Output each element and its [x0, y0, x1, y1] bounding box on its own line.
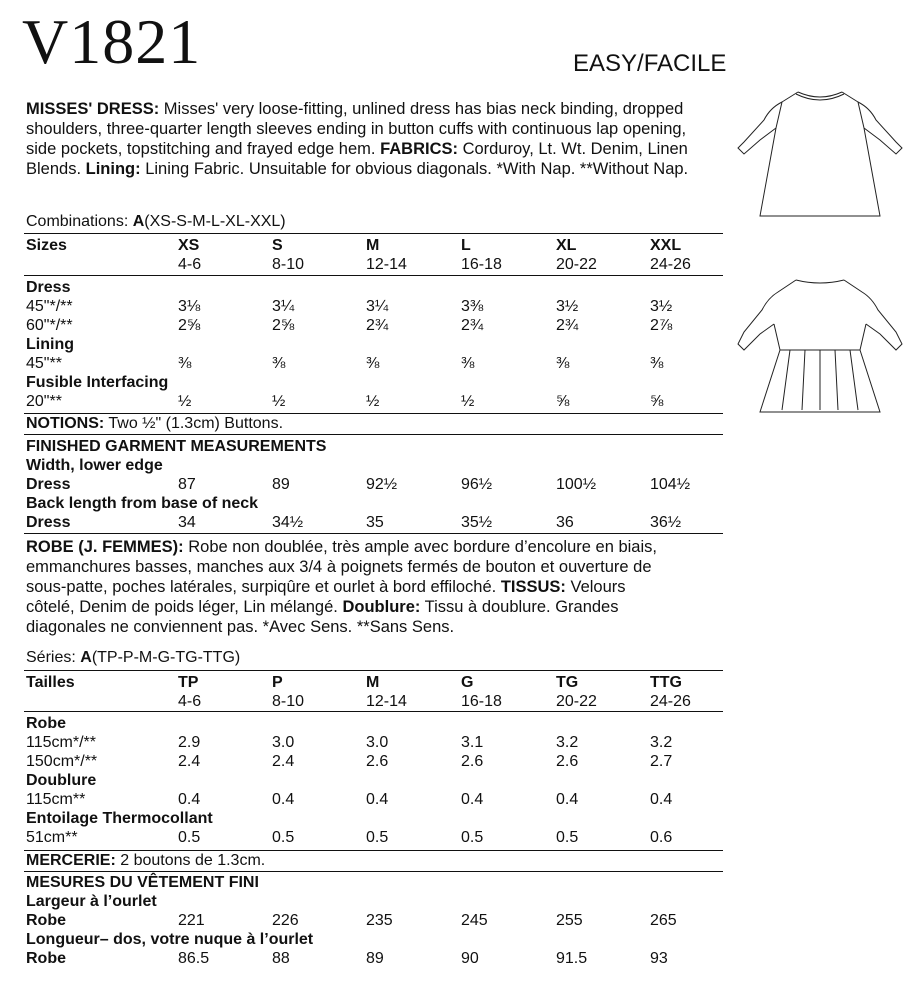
size-code: S [272, 237, 283, 254]
yardage-value: 3.2 [556, 734, 579, 751]
combinations-letter: A [80, 649, 92, 666]
yardage-value: ½ [366, 393, 380, 410]
description-text: Lining Fabric. Unsuitable for obvious diagonals. *With Nap. **Without Nap. [140, 160, 689, 178]
notions-value: Two ½" (1.3cm) Buttons. [104, 415, 284, 432]
yardage-value: 2.4 [178, 753, 201, 770]
divider-line [24, 711, 723, 712]
notions-label: MERCERIE: [26, 852, 116, 869]
yardage-value: 2⅞ [650, 317, 673, 334]
yardage-value: 2.6 [461, 753, 484, 770]
yardage-value: 0.5 [461, 829, 484, 846]
yardage-row-label: 51cm** [26, 829, 78, 846]
yardage-value: ⅜ [272, 355, 286, 372]
size-code: XXL [650, 237, 682, 254]
size-range: 24-26 [650, 256, 691, 273]
combinations-line [26, 648, 240, 667]
size-range: 20-22 [556, 256, 597, 273]
finished-value: 91.5 [556, 950, 588, 967]
size-code: TG [556, 674, 579, 691]
yardage-value: 3.0 [366, 734, 389, 751]
yardage-value: 0.5 [178, 829, 201, 846]
yardage-value: ½ [461, 393, 475, 410]
finished-value: 35½ [461, 514, 493, 531]
finished-heading: Width, lower edge [26, 457, 163, 474]
size-code: TP [178, 674, 199, 691]
yardage-heading: Doublure [26, 772, 97, 789]
combinations-label: Combinations: [26, 213, 133, 230]
finished-value: 245 [461, 912, 488, 929]
finished-value: 221 [178, 912, 205, 929]
size-code: M [366, 237, 380, 254]
yardage-value: 2.6 [366, 753, 389, 770]
yardage-value: 3.1 [461, 734, 484, 751]
yardage-value: 3¼ [272, 298, 295, 315]
yardage-value: 0.6 [650, 829, 673, 846]
yardage-value: 0.5 [366, 829, 389, 846]
finished-value: 35 [366, 514, 384, 531]
finished-value: 265 [650, 912, 677, 929]
size-range: 16-18 [461, 693, 502, 710]
sizes-label: Tailles [26, 674, 75, 691]
yardage-row-label: 45"*/** [26, 298, 73, 315]
divider-line [24, 233, 723, 234]
yardage-value: 0.4 [366, 791, 389, 808]
size-code: M [366, 674, 380, 691]
dress-back-sketch [730, 270, 910, 420]
finished-value: 34 [178, 514, 196, 531]
finished-row-label: Robe [26, 950, 66, 967]
yardage-value: 2⅝ [272, 317, 295, 334]
divider-line [24, 275, 723, 276]
size-range: 24-26 [650, 693, 691, 710]
description-bold: TISSUS: [500, 578, 566, 596]
description-text: Robe non doublée, très ample avec bordure d’encolure en biais, emmanchures basses, manches aux 3/4 à poignets fermés de bouton et ouverture de sous-patte, poches latérales, surpiqûre et ourlet à bord effiloché. [26, 538, 657, 596]
yardage-value: 3¼ [366, 298, 389, 315]
size-code: L [461, 237, 471, 254]
yardage-heading: Lining [26, 336, 74, 353]
finished-row-label: Dress [26, 476, 71, 493]
yardage-value: 0.5 [556, 829, 579, 846]
yardage-value: ½ [178, 393, 192, 410]
yardage-value: 3.0 [272, 734, 295, 751]
yardage-value: ⅜ [178, 355, 192, 372]
yardage-value: ⅝ [556, 393, 570, 410]
yardage-value: 3½ [556, 298, 579, 315]
size-range: 12-14 [366, 693, 407, 710]
finished-value: 88 [272, 950, 290, 967]
yardage-value: ⅜ [461, 355, 475, 372]
description-text: Corduroy, Lt. Wt. Denim, Linen Blends. [26, 140, 688, 178]
divider-line [24, 871, 723, 872]
finished-title: MESURES DU VÊTEMENT FINI [26, 874, 259, 891]
sizes-label: Sizes [26, 237, 67, 254]
finished-heading: Back length from base of neck [26, 495, 259, 512]
description-bold: MISSES' DRESS: [26, 100, 160, 118]
yardage-value: 2.4 [272, 753, 295, 770]
notions-value: 2 boutons de 1.3cm. [115, 852, 266, 869]
yardage-heading: Robe [26, 715, 66, 732]
yardage-value: 3½ [650, 298, 673, 315]
finished-value: 100½ [556, 476, 597, 493]
size-code: P [272, 674, 283, 691]
yardage-heading: Fusible Interfacing [26, 374, 169, 391]
difficulty-label: EASY/FACILE [573, 50, 727, 77]
combinations-value: (TP-P-M-G-TG-TTG) [91, 649, 241, 666]
yardage-value: 3⅛ [178, 298, 201, 315]
size-code: XS [178, 237, 200, 254]
pattern-number: V1821 [22, 6, 202, 77]
french-description [26, 537, 676, 637]
description-text: Tissu à doublure. Grandes diagonales ne conviennent pas. *Avec Sens. **Sans Sens. [26, 598, 619, 636]
finished-row-label: Dress [26, 514, 71, 531]
yardage-row-label: 150cm*/** [26, 753, 98, 770]
finished-value: 89 [366, 950, 384, 967]
yardage-row-label: 45"** [26, 355, 62, 372]
finished-value: 235 [366, 912, 393, 929]
yardage-value: 0.4 [650, 791, 673, 808]
finished-value: 86.5 [178, 950, 210, 967]
notions-label: NOTIONS: [26, 415, 105, 432]
yardage-value: 0.5 [272, 829, 295, 846]
divider-line [24, 670, 723, 671]
finished-row-label: Robe [26, 912, 66, 929]
size-range: 20-22 [556, 693, 597, 710]
yardage-value: ⅜ [556, 355, 570, 372]
finished-value: 96½ [461, 476, 493, 493]
yardage-value: ⅜ [366, 355, 380, 372]
size-range: 16-18 [461, 256, 502, 273]
yardage-heading: Dress [26, 279, 71, 296]
yardage-value: 0.4 [272, 791, 295, 808]
dress-front-sketch [730, 80, 910, 220]
yardage-value: 3⅜ [461, 298, 484, 315]
yardage-value: 2.7 [650, 753, 673, 770]
yardage-value: 2.6 [556, 753, 579, 770]
size-range: 4-6 [178, 693, 202, 710]
yardage-value: 2¾ [366, 317, 389, 334]
size-range: 8-10 [272, 256, 305, 273]
finished-title: FINISHED GARMENT MEASUREMENTS [26, 438, 327, 455]
finished-value: 255 [556, 912, 583, 929]
description-bold: FABRICS: [380, 140, 458, 158]
yardage-row-label: 115cm*/** [26, 734, 96, 751]
yardage-value: 2⅝ [178, 317, 201, 334]
yardage-row-label: 20"** [26, 393, 62, 410]
description-bold: Doublure: [342, 598, 421, 616]
yardage-value: 0.4 [556, 791, 579, 808]
combinations-letter: A [132, 213, 145, 230]
finished-value: 92½ [366, 476, 398, 493]
yardage-value: ⅝ [650, 393, 664, 410]
yardage-value: 0.4 [461, 791, 484, 808]
combinations-label: Séries: [26, 649, 81, 666]
finished-value: 93 [650, 950, 668, 967]
yardage-value: 2¾ [556, 317, 579, 334]
size-range: 12-14 [366, 256, 407, 273]
description-bold: ROBE (J. FEMMES): [26, 538, 184, 556]
finished-value: 226 [272, 912, 299, 929]
combinations-line [26, 212, 286, 231]
finished-value: 36 [556, 514, 574, 531]
combinations-value: (XS-S-M-L-XL-XXL) [144, 213, 286, 230]
finished-value: 104½ [650, 476, 691, 493]
yardage-value: 3.2 [650, 734, 673, 751]
finished-heading: Longueur– dos, votre nuque à l’ourlet [26, 931, 314, 948]
description-text: Velours côtelé, Denim de poids léger, Lin mélangé. [26, 578, 626, 616]
finished-value: 87 [178, 476, 196, 493]
yardage-row-label: 115cm** [26, 791, 86, 808]
notions-line [26, 851, 265, 870]
finished-value: 90 [461, 950, 479, 967]
finished-value: 89 [272, 476, 290, 493]
finished-value: 36½ [650, 514, 682, 531]
size-code: XL [556, 237, 577, 254]
description-bold: Lining: [85, 160, 141, 178]
size-code: G [461, 674, 474, 691]
divider-line [24, 434, 723, 435]
yardage-value: 0.4 [178, 791, 201, 808]
finished-heading: Largeur à l’ourlet [26, 893, 157, 910]
size-code: TTG [650, 674, 682, 691]
yardage-heading: Entoilage Thermocollant [26, 810, 213, 827]
finished-value: 34½ [272, 514, 304, 531]
yardage-value: 2.9 [178, 734, 201, 751]
yardage-value: ½ [272, 393, 286, 410]
yardage-row-label: 60"*/** [26, 317, 73, 334]
size-range: 4-6 [178, 256, 202, 273]
notions-line [26, 414, 283, 433]
yardage-value: ⅜ [650, 355, 664, 372]
yardage-value: 2¾ [461, 317, 484, 334]
english-description [26, 99, 716, 179]
divider-line [24, 533, 723, 534]
size-range: 8-10 [272, 693, 305, 710]
description-text: Misses' very loose-fitting, unlined dress has bias neck binding, dropped shoulders, three-quarter length sleeves ending in button cuffs with continuous lap opening, side pockets, topstitching and frayed edge hem. [26, 100, 687, 158]
